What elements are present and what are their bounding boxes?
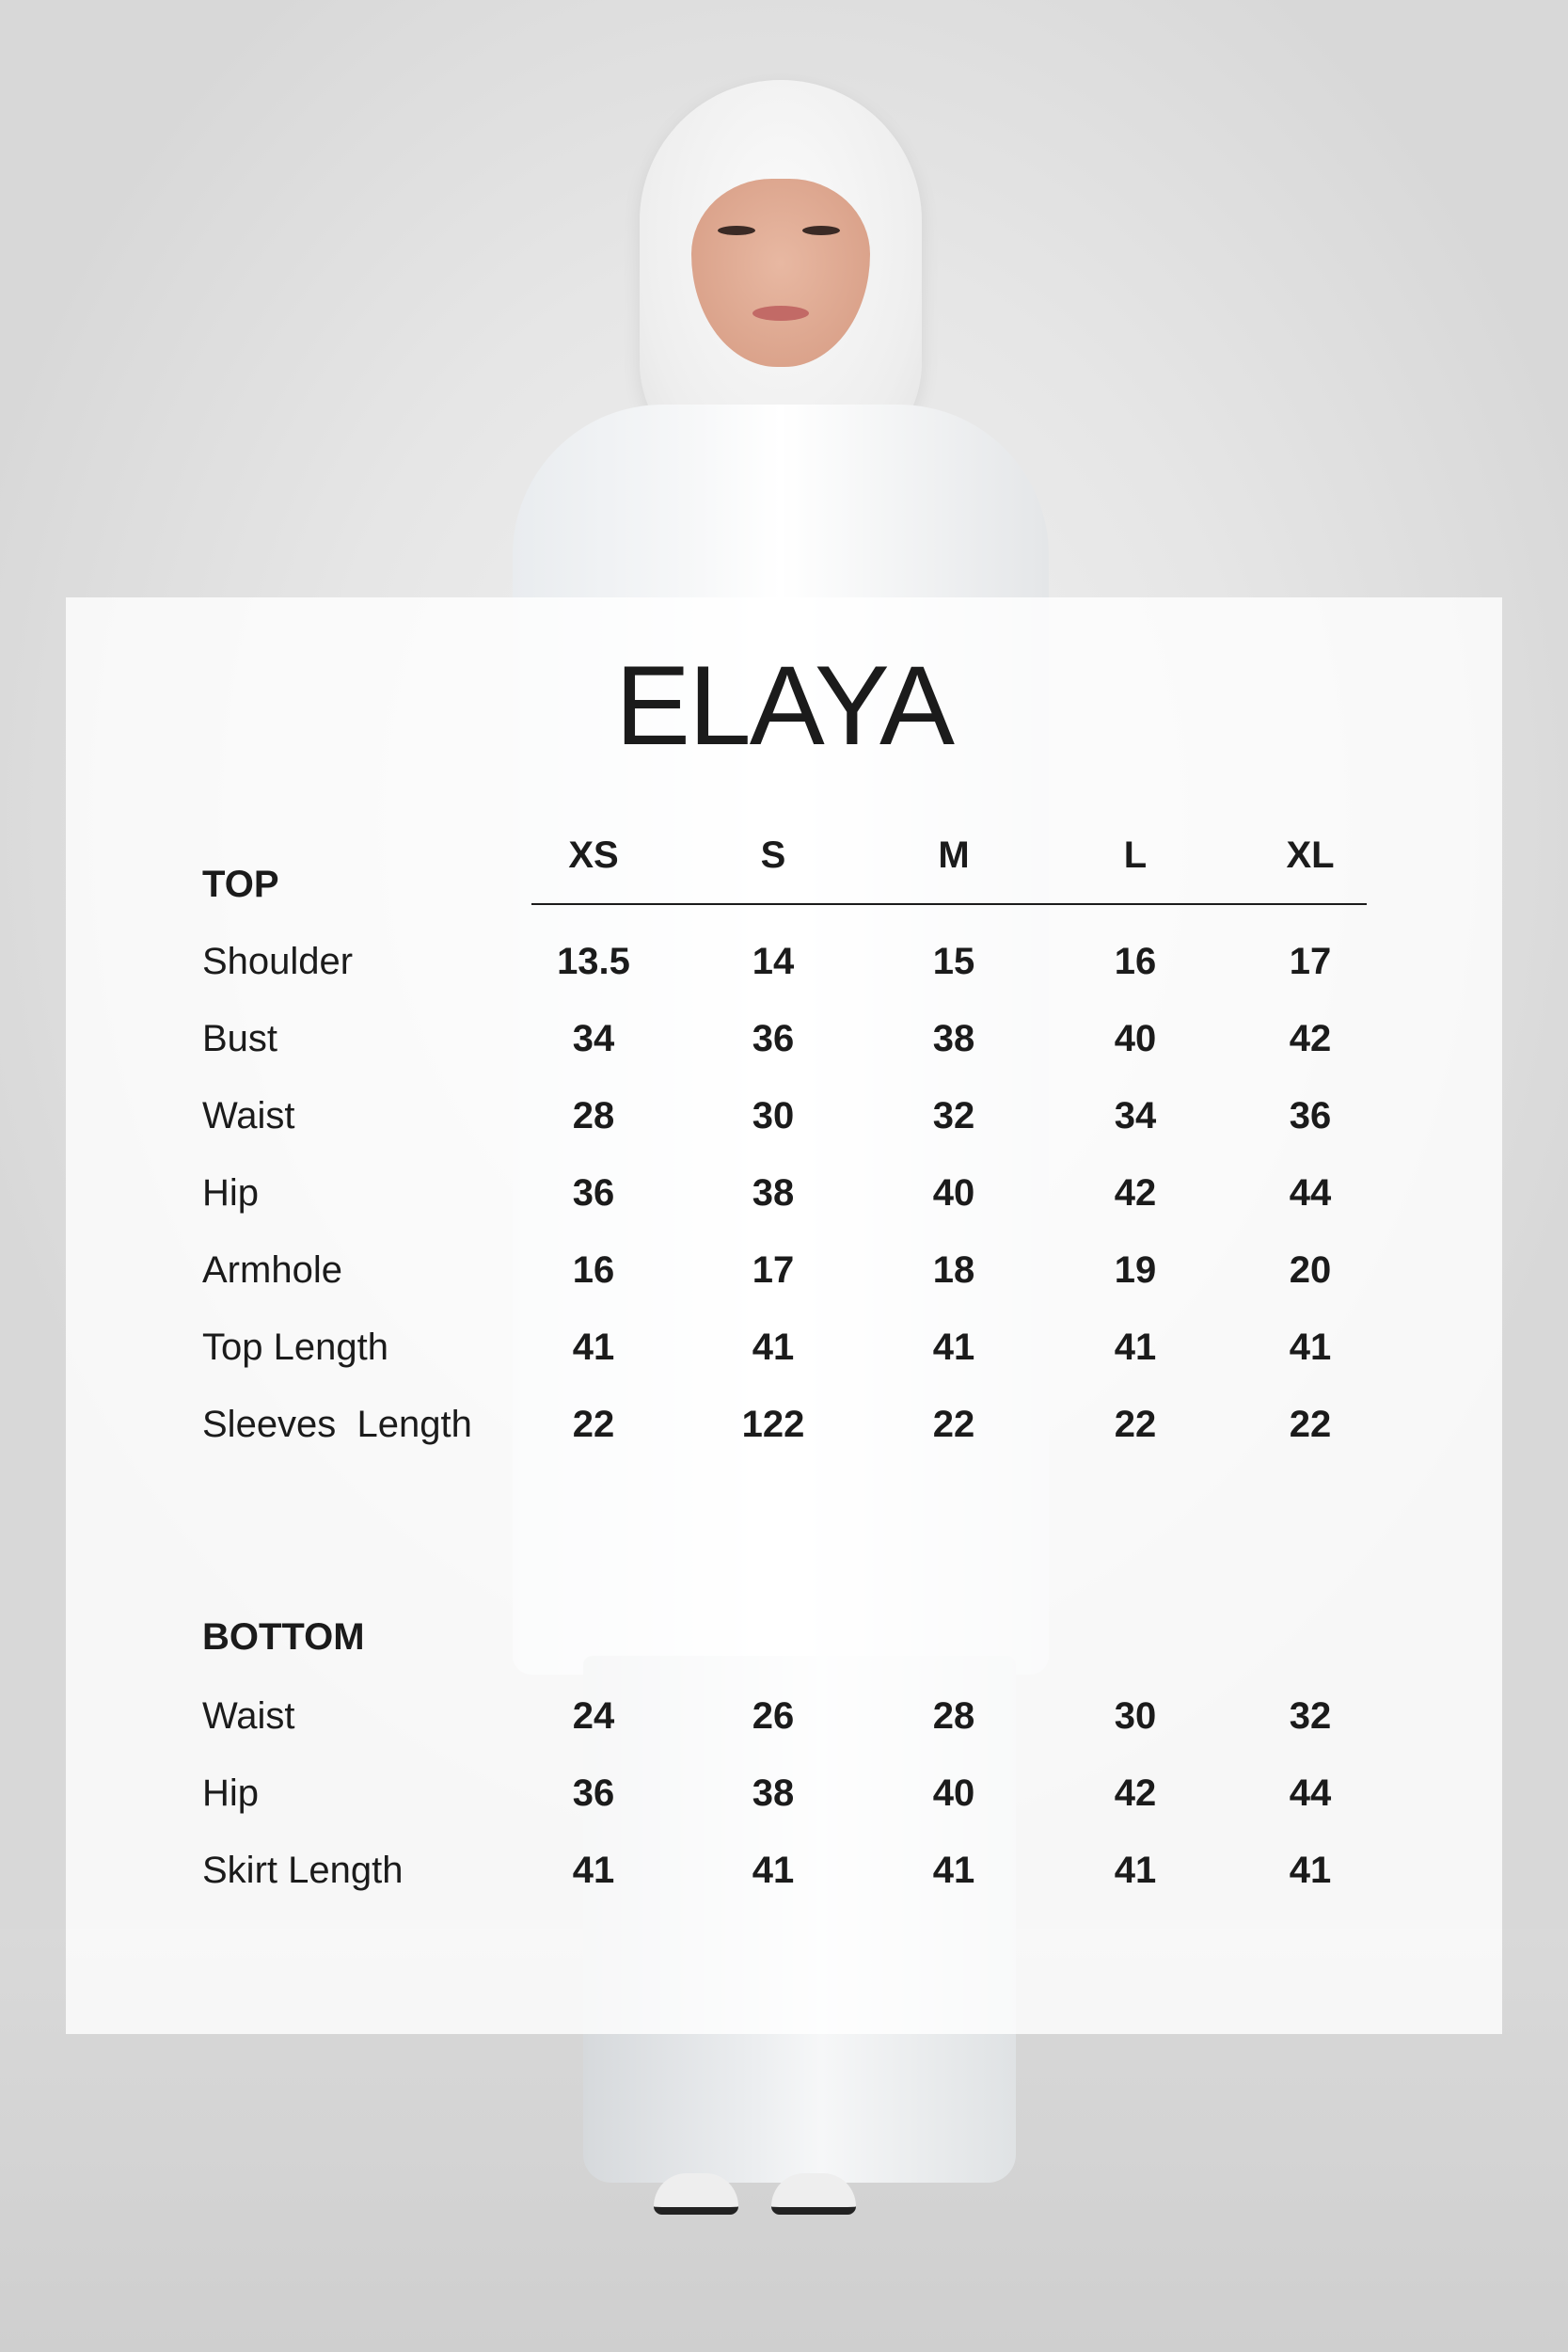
table-cell: 32 — [1289, 1695, 1332, 1737]
row-label: Bust — [202, 1018, 278, 1059]
table-cell: 38 — [752, 1172, 795, 1214]
table-cell: 16 — [1114, 941, 1157, 982]
table-cell: 41 — [1114, 1850, 1157, 1891]
table-cell: 44 — [1289, 1772, 1332, 1814]
table-row — [66, 1327, 1502, 1383]
table-row — [66, 1850, 1502, 1906]
table-cell: 24 — [572, 1695, 615, 1737]
header-divider — [531, 903, 1367, 905]
table-cell: 22 — [1289, 1404, 1332, 1445]
bottom-section-label: BOTTOM — [202, 1616, 365, 1658]
table-cell: 20 — [1289, 1249, 1332, 1291]
size-header-s: S — [760, 834, 786, 876]
table-cell: 41 — [932, 1850, 975, 1891]
table-row — [66, 1018, 1502, 1074]
table-cell: 41 — [752, 1327, 795, 1368]
row-label: Top Length — [202, 1327, 388, 1368]
right-shoe-shape — [771, 2173, 856, 2215]
table-cell: 36 — [572, 1172, 615, 1214]
table-row — [66, 941, 1502, 997]
table-cell: 42 — [1289, 1018, 1332, 1059]
left-eye-shape — [718, 226, 755, 235]
table-cell: 30 — [752, 1095, 795, 1136]
table-cell: 32 — [932, 1095, 975, 1136]
table-cell: 30 — [1114, 1695, 1157, 1737]
table-row — [66, 1404, 1502, 1460]
table-cell: 38 — [932, 1018, 975, 1059]
table-cell: 122 — [741, 1404, 805, 1445]
table-cell: 14 — [752, 941, 795, 982]
row-label: Armhole — [202, 1249, 342, 1291]
row-label: Waist — [202, 1095, 295, 1136]
table-cell: 36 — [1289, 1095, 1332, 1136]
table-cell: 17 — [1289, 941, 1332, 982]
table-cell: 41 — [572, 1327, 615, 1368]
row-label: Hip — [202, 1172, 260, 1214]
lips-shape — [752, 306, 809, 321]
table-cell: 38 — [752, 1772, 795, 1814]
table-cell: 42 — [1114, 1772, 1157, 1814]
table-cell: 41 — [1289, 1327, 1332, 1368]
table-cell: 28 — [572, 1095, 615, 1136]
table-cell: 28 — [932, 1695, 975, 1737]
product-title: ELAYA — [614, 643, 954, 769]
table-row — [66, 1172, 1502, 1229]
table-cell: 22 — [932, 1404, 975, 1445]
table-row — [66, 1095, 1502, 1152]
table-cell: 36 — [572, 1772, 615, 1814]
table-cell: 36 — [752, 1018, 795, 1059]
table-cell: 34 — [572, 1018, 615, 1059]
table-row — [66, 1249, 1502, 1306]
table-cell: 40 — [1114, 1018, 1157, 1059]
table-cell: 42 — [1114, 1172, 1157, 1214]
size-header-m: M — [938, 834, 970, 876]
table-cell: 41 — [572, 1850, 615, 1891]
table-cell: 41 — [1289, 1850, 1332, 1891]
left-shoe-shape — [654, 2173, 738, 2215]
top-section-label: TOP — [202, 864, 279, 905]
row-label: Sleeves Length — [202, 1404, 472, 1445]
table-cell: 40 — [932, 1772, 975, 1814]
row-label: Shoulder — [202, 941, 354, 982]
table-cell: 22 — [1114, 1404, 1157, 1445]
size-chart-panel — [66, 597, 1502, 2034]
row-label: Waist — [202, 1695, 295, 1737]
table-cell: 16 — [572, 1249, 615, 1291]
table-cell: 41 — [752, 1850, 795, 1891]
table-cell: 34 — [1114, 1095, 1157, 1136]
table-row — [66, 1695, 1502, 1752]
right-eye-shape — [802, 226, 840, 235]
size-header-xs: XS — [568, 834, 619, 876]
table-cell: 15 — [932, 941, 975, 982]
table-cell: 18 — [932, 1249, 975, 1291]
table-cell: 44 — [1289, 1172, 1332, 1214]
table-cell: 22 — [572, 1404, 615, 1445]
table-cell: 19 — [1114, 1249, 1157, 1291]
table-cell: 41 — [1114, 1327, 1157, 1368]
table-cell: 40 — [932, 1172, 975, 1214]
table-cell: 13.5 — [557, 941, 630, 982]
table-cell: 41 — [932, 1327, 975, 1368]
size-header-xl: XL — [1286, 834, 1335, 876]
table-cell: 26 — [752, 1695, 795, 1737]
table-cell: 17 — [752, 1249, 795, 1291]
row-label: Hip — [202, 1772, 260, 1814]
size-header-l: L — [1123, 834, 1148, 876]
row-label: Skirt Length — [202, 1850, 404, 1891]
table-row — [66, 1772, 1502, 1829]
